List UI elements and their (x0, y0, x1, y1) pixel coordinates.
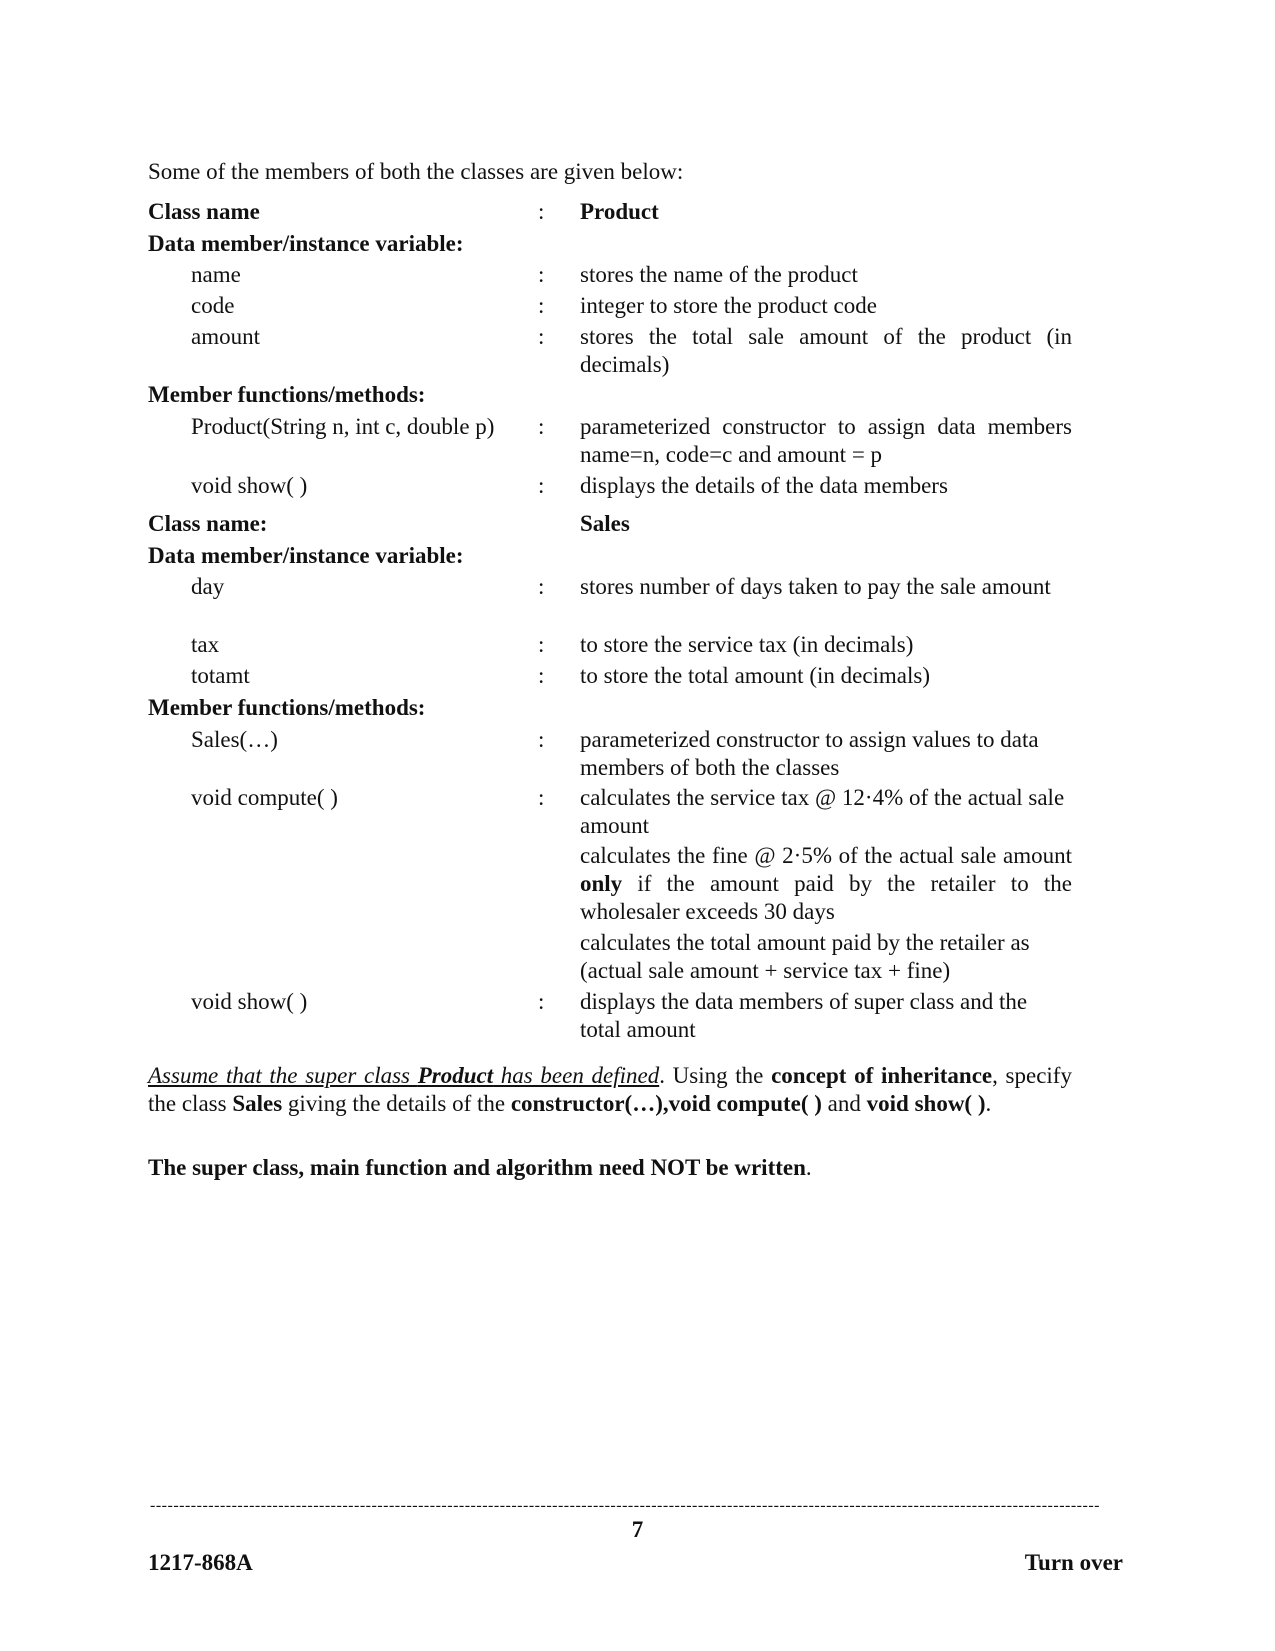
colon: : (538, 574, 545, 599)
member-desc: to store the service tax (in decimals) (580, 632, 914, 657)
colon: : (538, 199, 545, 224)
colon: : (538, 293, 545, 318)
task-p3: has been defined (493, 1063, 660, 1088)
method-desc-total: calculates the total amount paid by the retailer as (actual sale amount + service tax + fine) (580, 930, 1030, 983)
sales-class-value: Sales (580, 511, 630, 536)
method-desc: parameterized constructor to assign data members name=n, code=c and amount = p (580, 414, 1072, 467)
task-p8: giving the details of the (282, 1091, 511, 1116)
member-name: totamt (191, 663, 250, 688)
note (148, 1154, 812, 1182)
task-p10: and (821, 1091, 867, 1116)
product-data-heading: Data member/instance variable: (148, 231, 464, 256)
member-name: tax (191, 632, 220, 657)
task-p6: , specify the class (148, 1063, 1072, 1116)
method-desc: displays the details of the data members (580, 473, 948, 498)
member-name: name (191, 262, 241, 287)
member-desc: integer to store the product code (580, 293, 877, 318)
task-inheritance: concept of inheritance (771, 1063, 993, 1088)
method-name: Sales(…) (191, 727, 278, 752)
colon: : (538, 473, 545, 498)
member-name: code (191, 293, 235, 318)
member-name: day (191, 574, 225, 599)
colon: : (538, 785, 545, 810)
colon: : (538, 727, 545, 752)
method-desc-fine (580, 842, 1072, 926)
colon: : (538, 324, 545, 349)
method-desc: calculates the service tax @ 12·4% of the actual sale amount (580, 785, 1065, 838)
task-product: Product (417, 1063, 494, 1088)
fine-text-c: if the amount paid by the retailer to the wholesaler exceeds 30 days (580, 871, 1072, 924)
intro-text: Some of the members of both the classes are given below: (148, 159, 684, 184)
method-name: Product(String n, int c, double p) (191, 414, 495, 439)
task-show: void show( ) (866, 1091, 986, 1116)
paper-code: 1217-868A (148, 1550, 253, 1575)
task-paragraph (148, 1062, 1072, 1118)
product-func-heading: Member functions/methods: (148, 382, 426, 407)
task-assume (148, 1063, 659, 1088)
method-name: void show( ) (191, 473, 308, 498)
member-desc: to store the total amount (in decimals) (580, 663, 931, 688)
sales-class-label: Class name: (148, 511, 268, 536)
page-number: 7 (631, 1517, 644, 1542)
member-desc: stores number of days taken to pay the sale amount (580, 574, 1051, 599)
note-end: . (805, 1155, 812, 1180)
member-desc: stores the name of the product (580, 262, 858, 287)
fine-text-only: only (580, 871, 623, 896)
product-class-label: Class name (148, 199, 260, 224)
task-sales: Sales (232, 1091, 283, 1116)
colon: : (538, 414, 545, 439)
method-desc: parameterized constructor to assign values to data members of both the classes (580, 727, 1039, 780)
colon: : (538, 632, 545, 657)
colon: : (538, 663, 545, 688)
sales-func-heading: Member functions/methods: (148, 695, 426, 720)
product-class-value: Product (580, 199, 659, 224)
turn-over: Turn over (1024, 1550, 1123, 1575)
member-name: amount (191, 324, 260, 349)
colon: : (538, 262, 545, 287)
footer-divider: ------------------------------------------------------------------------------------------------------------------------------------------------------------------- (150, 1497, 1100, 1514)
method-name: void show( ) (191, 989, 308, 1014)
task-p12: . (985, 1091, 992, 1116)
task-p4: . Using the (659, 1063, 772, 1088)
colon: : (538, 989, 545, 1014)
task-methods: constructor(…),void compute( ) (510, 1091, 822, 1116)
method-name: void compute( ) (191, 785, 338, 810)
fine-text-a: calculates the fine @ 2·5% of the actual sale amount (580, 843, 1072, 868)
note-bold: The super class, main function and algorithm need NOT be written (148, 1155, 806, 1180)
member-desc: stores the total sale amount of the product (in decimals) (580, 324, 1072, 377)
method-desc: displays the data members of super class and the total amount (580, 989, 1028, 1042)
sales-data-heading: Data member/instance variable: (148, 543, 464, 568)
task-p1: Assume that the super class (148, 1063, 418, 1088)
